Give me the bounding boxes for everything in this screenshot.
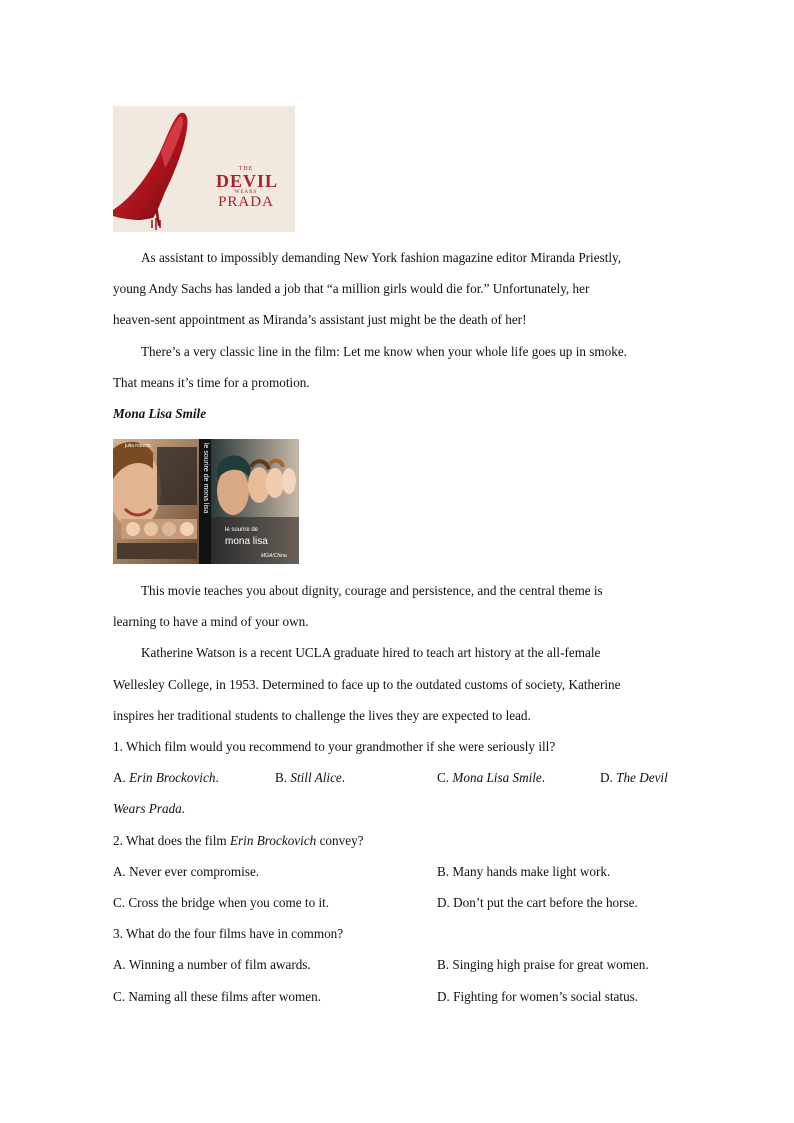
devil-para2-line1: There’s a very classic line in the film: Let me know when your whole life goes up in smoke. — [141, 344, 627, 359]
q1-b-text: Still Alice — [290, 770, 342, 785]
q1-option-d — [600, 770, 668, 786]
q2-stem — [113, 833, 364, 849]
q3-stem: 3. What do the four films have in common? — [113, 926, 344, 941]
q1-a-dot: . — [215, 770, 219, 785]
q2-option-c: C. Cross the bridge when you come to it. — [113, 895, 330, 910]
devil-para1-line2: young Andy Sachs has landed a job that “a million girls would die for.” Unfortunately, her — [113, 281, 590, 296]
q1-c-prefix: C. — [437, 770, 450, 785]
devil-para1-line1: As assistant to impossibly demanding New York fashion magazine editor Miranda Priestly, — [141, 250, 622, 265]
q1-c-dot: . — [541, 770, 546, 785]
q1-d-prefix: D. — [600, 770, 613, 785]
q1-c-text: Mona Lisa Smile — [452, 770, 542, 785]
q1-option-a — [113, 770, 219, 786]
mona-para1-line2: learning to have a mind of your own. — [113, 614, 309, 629]
title-devil: DEVIL — [216, 171, 279, 191]
q1-option-b — [275, 770, 345, 786]
q1-b-dot: . — [341, 770, 346, 785]
q3-option-b: B. Singing high praise for great women. — [437, 957, 649, 972]
title-prada: PRADA — [218, 194, 274, 210]
q2-stem-italic: Erin Brockovich — [229, 833, 317, 848]
q1-b-prefix: B. — [275, 770, 288, 785]
q1-option-c — [437, 770, 545, 786]
devil-para1-line3: heaven-sent appointment as Miranda’s assistant just might be the death of her! — [113, 312, 527, 327]
q2-stem-pre: 2. What does the film — [113, 833, 227, 848]
q1-a-text: Erin Brockovich — [129, 770, 216, 785]
poster-title — [216, 166, 279, 210]
title-the: THE — [238, 166, 254, 172]
cover-corner-tag: MGA/China — [261, 553, 287, 559]
mona-lisa-heading: Mona Lisa Smile — [113, 406, 207, 421]
q1-option-d-continued — [113, 801, 185, 817]
q3-option-d: D. Fighting for women’s social status. — [437, 989, 639, 1004]
devil-para2-line2: That means it’s time for a promotion. — [113, 375, 310, 390]
mona-lisa-smile-dvd-cover — [113, 439, 299, 564]
q3-option-a: A. Winning a number of film awards. — [113, 957, 311, 972]
mona-para1-line1: This movie teaches you about dignity, courage and persistence, and the central theme is — [141, 583, 603, 598]
devil-wears-prada-poster — [113, 106, 295, 232]
mona-para2-line2: Wellesley College, in 1953. Determined to face up to the outdated customs of society, Katherine — [113, 677, 621, 692]
title-wears: WEARS — [234, 190, 258, 195]
mona-para2-line1: Katherine Watson is a recent UCLA graduate hired to teach art history at the all-female — [141, 645, 601, 660]
q1-d-dot: . — [181, 801, 186, 816]
cover-actor-name: julia roberts — [125, 443, 151, 449]
dvd-spine-text: le sourire de mona lisa — [202, 443, 209, 514]
q1-stem: 1. Which film would you recommend to your grandmother if she were seriously ill? — [113, 739, 556, 754]
q2-stem-post: convey? — [319, 833, 364, 848]
cover-title-small: le sourire de — [225, 527, 259, 533]
q1-d-text2: Wears Prada — [113, 801, 182, 816]
q2-option-d: D. Don’t put the cart before the horse. — [437, 895, 638, 910]
mona-para2-line3: inspires her traditional students to challenge the lives they are expected to lead. — [113, 708, 531, 723]
q2-option-b: B. Many hands make light work. — [437, 864, 611, 879]
q1-a-prefix: A. — [113, 770, 126, 785]
q3-option-c: C. Naming all these films after women. — [113, 989, 322, 1004]
cover-title-big: mona lisa — [225, 536, 268, 547]
q2-option-a: A. Never ever compromise. — [113, 864, 260, 879]
q1-d-text1: The Devil — [616, 770, 668, 785]
